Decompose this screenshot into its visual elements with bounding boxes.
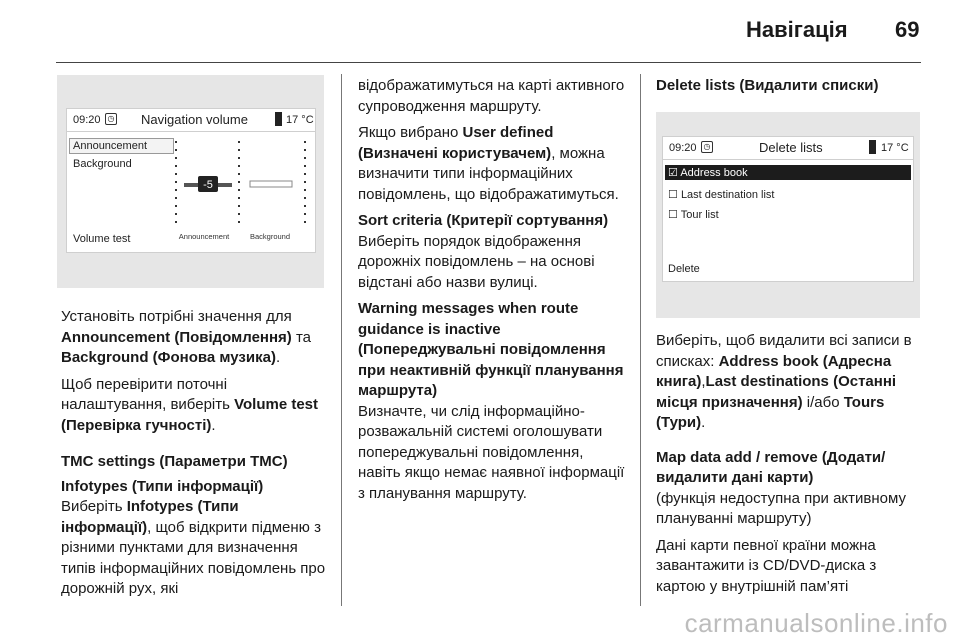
column-divider-right <box>640 74 641 606</box>
checkbox-checked-icon: ☑ <box>668 167 678 179</box>
right-scale-dots <box>304 141 306 223</box>
page-number: 69 <box>895 17 920 42</box>
checkbox-icon: ☐ <box>668 209 678 221</box>
list-item-label: Tour list <box>680 209 719 221</box>
status-bar <box>663 137 913 160</box>
paragraph-map-data-note: (функція недоступна при активному плануванні маршруту) <box>656 489 906 527</box>
page-header-title: Навігація <box>746 17 848 42</box>
clock-time: 09:20 <box>669 142 697 154</box>
volume-sliders <box>172 137 312 249</box>
list-item-label: Address book <box>680 167 748 179</box>
heading-map-data: Map data add / remove (Додати/видалити дані карти) <box>656 448 886 486</box>
column-divider-left <box>341 74 342 606</box>
watermark: carmanualsonline.info <box>684 608 948 638</box>
paragraph-infotypes: Виберіть Infotypes (Типи інформації), щоб відкрити підменю з різними пунктами для визначення типів інформаційних повідомлень про дорожній рух, які <box>61 498 326 597</box>
screen-title: Navigation volume <box>141 112 248 127</box>
heading-tmc-settings: TMC settings (Параметри TMC) <box>61 453 288 470</box>
heading-warning-messages: Warning messages when route guidance is inactive (Попереджувальні повідомлення при неактивній функції планування маршрута) <box>358 300 624 399</box>
column-1 <box>61 307 331 606</box>
list-item-last-destination[interactable] <box>665 187 778 202</box>
announcement-slider-value: -5 <box>203 179 213 191</box>
paragraph-map-data: Дані карти певної країни можна завантажити із CD/DVD-диска з картою у внутрішній пам’яті <box>656 536 877 595</box>
background-slider-track <box>250 181 292 187</box>
clock-icon: ◷ <box>701 141 713 153</box>
paragraph-continued: відображатимуться на карті активного супроводження маршруту. <box>358 77 625 115</box>
paragraph-user-defined: Якщо вибрано User defined (Визначені користувачем), можна визначити типи інформаційних повідомлень, що відображатимуться. <box>358 124 619 203</box>
temperature: 17 °C <box>286 114 314 126</box>
navigation-volume-screen <box>66 108 316 253</box>
label-background: Background <box>249 232 291 241</box>
thermometer-icon <box>275 112 282 126</box>
navigation-volume-panel <box>57 75 324 288</box>
heading-infotypes: Infotypes (Типи інформації) <box>61 477 264 495</box>
list-item-label: Last destination list <box>680 189 775 201</box>
menu-item-announcement[interactable]: Announcement <box>69 138 174 154</box>
column-3 <box>656 76 926 97</box>
menu-item-volume-test[interactable]: Volume test <box>73 233 131 245</box>
middle-scale-dots <box>238 141 240 223</box>
column-3-lower <box>656 331 926 603</box>
header-divider <box>56 62 921 63</box>
left-scale-dots <box>175 141 177 223</box>
paragraph-delete-lists: Виберіть, щоб видалити всі записи в списках: Address book (Адресна книга),Last destinations (Останні місця призначення) і/або Tours (Тури). <box>656 332 912 431</box>
heading-sort-criteria: Sort criteria (Критерії сортування) <box>358 212 609 229</box>
delete-lists-panel <box>656 112 920 318</box>
checkbox-icon: ☐ <box>668 189 678 201</box>
screen-title: Delete lists <box>759 140 823 155</box>
heading-delete-lists: Delete lists (Видалити списки) <box>656 77 879 94</box>
menu-item-background[interactable]: Background <box>73 158 132 170</box>
paragraph-set-values: Установіть потрібні значення для Announcement (Повідомлення) та Background (Фонова музика). <box>61 308 312 366</box>
status-bar <box>67 109 315 132</box>
paragraph-volume-test: Щоб перевірити поточні налаштування, виберіть Volume test (Перевірка гучності). <box>61 375 319 434</box>
column-2 <box>358 76 630 510</box>
list-item-address-book[interactable] <box>665 165 911 180</box>
temperature: 17 °C <box>881 142 909 154</box>
clock-icon: ◷ <box>105 113 117 125</box>
label-announcement: Announcement <box>178 232 230 241</box>
delete-lists-screen <box>662 136 914 282</box>
paragraph-warning-messages: Визначте, чи слід інформаційно-розважальній системі оголошувати попереджувальні повідомлення, навіть якщо немає наявної інформації з планування маршруту. <box>358 402 625 502</box>
paragraph-sort-criteria: Виберіть порядок відображення дорожніх повідомлень – на основі відстані або назви вулиці. <box>358 232 595 291</box>
clock-time: 09:20 <box>73 114 101 126</box>
list-item-tour-list[interactable] <box>665 207 722 222</box>
delete-button[interactable]: Delete <box>668 263 700 275</box>
thermometer-icon <box>869 140 876 154</box>
